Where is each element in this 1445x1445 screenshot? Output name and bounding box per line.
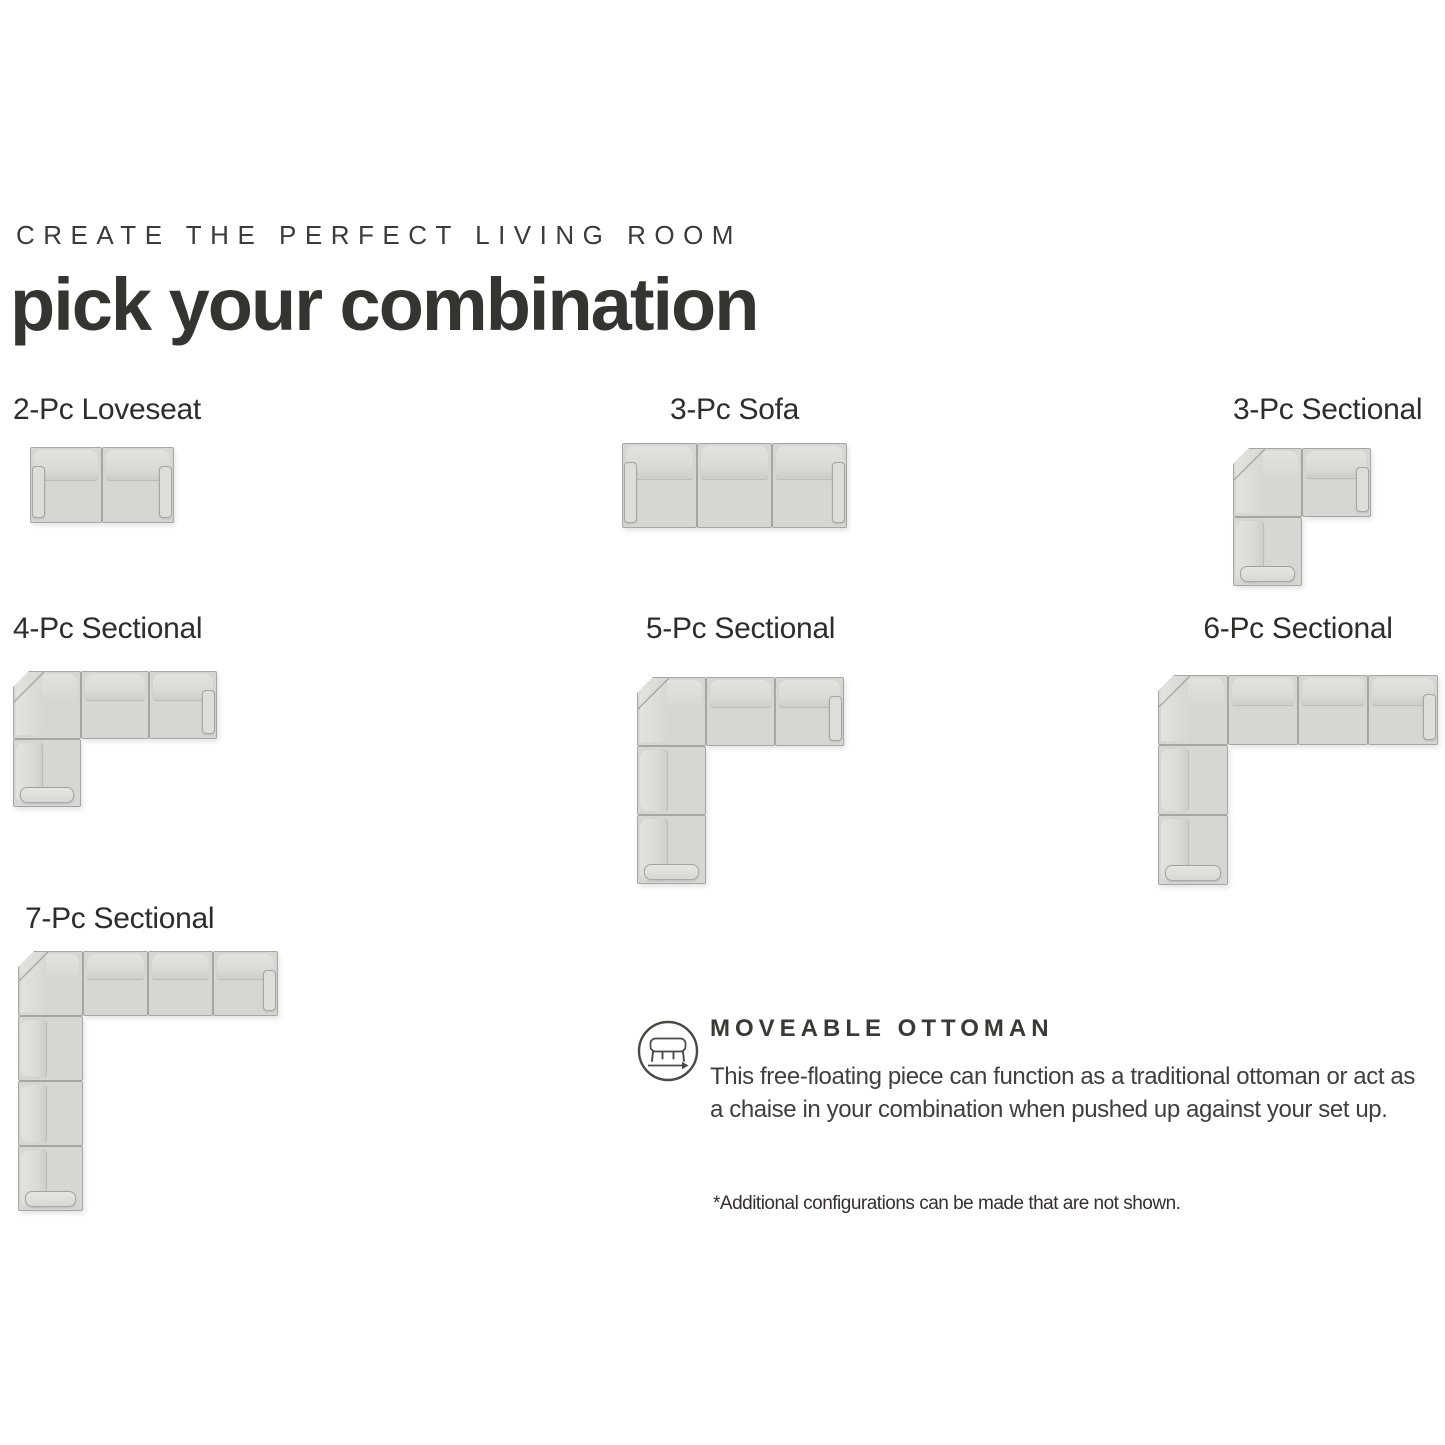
corner-miter-seam bbox=[1234, 449, 1265, 480]
sofa-left-arm bbox=[624, 462, 637, 523]
footnote: *Additional configurations can be made that are not shown. bbox=[713, 1193, 1181, 1214]
ottoman-bolster-cushion bbox=[25, 1191, 77, 1207]
ottoman-bolster-cushion bbox=[20, 787, 74, 803]
sofa-diagram-4pc-sectional bbox=[13, 671, 217, 807]
combo-label: 3-Pc Sofa bbox=[669, 393, 800, 426]
sectional-seat-module bbox=[148, 951, 213, 1016]
sectional-corner-module bbox=[18, 951, 83, 1016]
header-kicker: CREATE THE PERFECT LIVING ROOM bbox=[16, 220, 742, 250]
sofa-right-arm bbox=[263, 970, 276, 1011]
sectional-seat-module bbox=[81, 671, 149, 739]
sectional-side-module bbox=[1158, 745, 1228, 815]
sectional-seat-module bbox=[83, 951, 148, 1016]
combo-label: 7-Pc Sectional bbox=[25, 902, 215, 935]
sofa-seat-module bbox=[622, 443, 697, 528]
sectional-seat-module bbox=[1368, 675, 1438, 745]
page-title: pick your combination bbox=[10, 263, 758, 346]
ottoman-description bbox=[710, 1060, 1415, 1126]
seat-back-cushion bbox=[152, 954, 209, 979]
sofa-right-arm bbox=[832, 462, 845, 523]
sectional-side-module bbox=[18, 1016, 83, 1081]
sofa-diagram-3pc-sectional bbox=[1233, 448, 1371, 586]
sectional-seat-module bbox=[775, 677, 844, 746]
seat-back-cushion bbox=[87, 954, 144, 979]
ottoman-description-line1: This free-floating piece can function as a traditional ottoman or act as bbox=[710, 1063, 1415, 1090]
sofa-seat-module bbox=[102, 447, 174, 523]
sofa-diagram-7pc-sectional bbox=[18, 951, 278, 1211]
seat-back-cushion bbox=[1302, 678, 1364, 705]
ottoman-description-line2: a chaise in your combination when pushed up against your set up. bbox=[710, 1096, 1388, 1123]
seat-back-cushion-left bbox=[21, 1020, 46, 1077]
ottoman-bolster-cushion bbox=[644, 864, 699, 880]
sectional-corner-module bbox=[637, 677, 706, 746]
sofa-left-arm bbox=[32, 466, 45, 518]
sectional-corner-module bbox=[1158, 675, 1228, 745]
sectional-seat-module bbox=[1302, 448, 1371, 517]
corner-miter-seam bbox=[638, 678, 669, 709]
sofa-right-arm bbox=[1356, 467, 1369, 512]
sectional-seat-module bbox=[149, 671, 217, 739]
combo-label: 2-Pc Loveseat bbox=[13, 393, 201, 426]
ottoman-bolster-cushion bbox=[1240, 566, 1295, 582]
corner-miter-seam bbox=[19, 952, 48, 981]
chaise-ottoman-module bbox=[18, 1146, 83, 1211]
sofa-right-arm bbox=[1423, 694, 1436, 740]
sectional-corner-module bbox=[1233, 448, 1302, 517]
sectional-side-module bbox=[18, 1081, 83, 1146]
sectional-side-module bbox=[637, 746, 706, 815]
seat-back-cushion bbox=[1232, 678, 1294, 705]
seat-back-cushion-left bbox=[21, 1085, 46, 1142]
combo-label: 4-Pc Sectional bbox=[13, 612, 203, 645]
seat-back-cushion-left bbox=[1161, 749, 1188, 811]
sectional-corner-module bbox=[13, 671, 81, 739]
sectional-seat-module bbox=[706, 677, 775, 746]
seat-back-cushion-left bbox=[640, 750, 667, 811]
sofa-diagram-5pc-sectional bbox=[637, 677, 844, 884]
sofa-right-arm bbox=[202, 690, 215, 734]
chaise-ottoman-module bbox=[1233, 517, 1302, 586]
sofa-seat-module bbox=[772, 443, 847, 528]
sofa-diagram-3pc-sofa bbox=[622, 443, 847, 528]
ottoman-heading: MOVEABLE OTTOMAN bbox=[710, 1015, 1054, 1042]
moveable-ottoman-icon bbox=[636, 1019, 700, 1083]
sofa-right-arm bbox=[829, 696, 842, 741]
sofa-seat-module bbox=[697, 443, 772, 528]
combo-label: 3-Pc Sectional bbox=[1233, 393, 1423, 426]
chaise-ottoman-module bbox=[13, 739, 81, 807]
corner-miter-seam bbox=[14, 672, 44, 702]
sectional-seat-module bbox=[1228, 675, 1298, 745]
seat-back-cushion bbox=[701, 446, 768, 479]
chaise-ottoman-module bbox=[637, 815, 706, 884]
sofa-seat-module bbox=[30, 447, 102, 523]
seat-back-cushion bbox=[85, 674, 145, 700]
combo-label: 6-Pc Sectional bbox=[1203, 612, 1393, 645]
chaise-ottoman-module bbox=[1158, 815, 1228, 885]
combo-label: 5-Pc Sectional bbox=[645, 612, 836, 645]
sofa-diagram-6pc-sectional bbox=[1158, 675, 1438, 885]
sectional-seat-module bbox=[213, 951, 278, 1016]
ottoman-bolster-cushion bbox=[1165, 865, 1221, 881]
corner-miter-seam bbox=[1159, 676, 1190, 707]
sofa-diagram-2pc-loveseat bbox=[30, 447, 174, 523]
seat-back-cushion bbox=[710, 680, 771, 707]
sectional-seat-module bbox=[1298, 675, 1368, 745]
sofa-right-arm bbox=[159, 466, 172, 518]
